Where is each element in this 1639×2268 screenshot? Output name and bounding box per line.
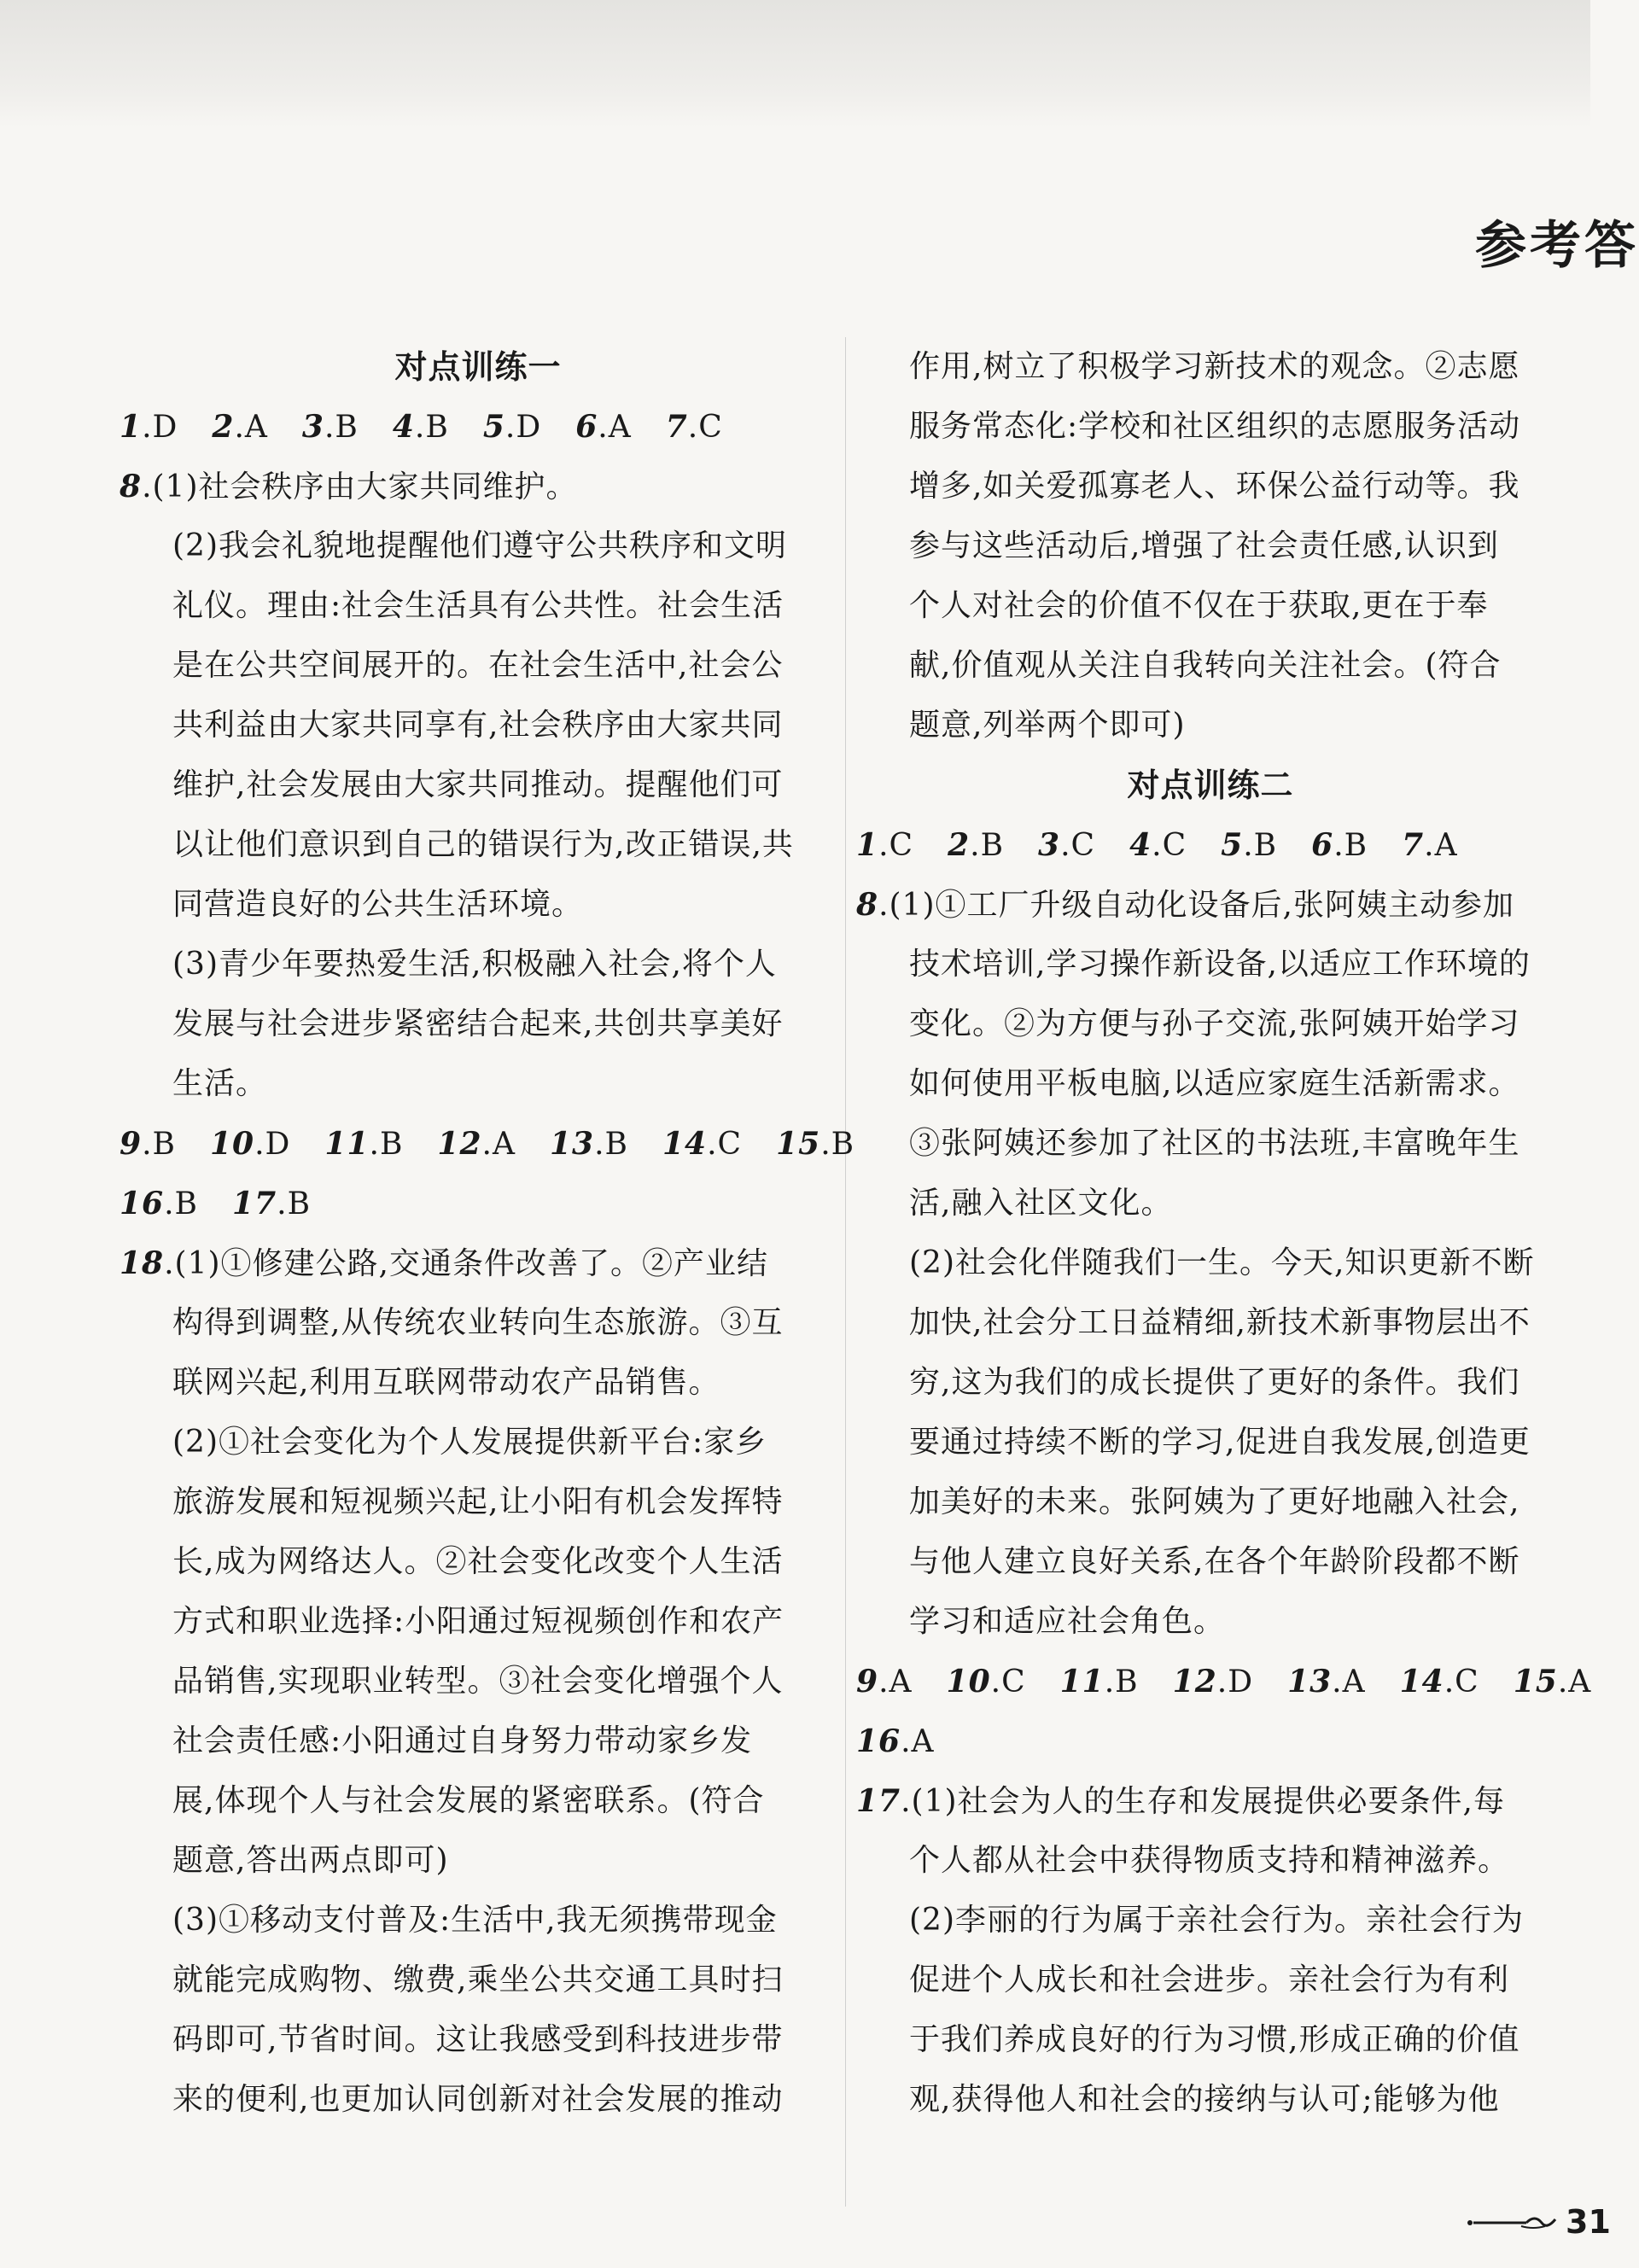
question-number: 12 [1172, 1664, 1217, 1700]
answer-letter: .B [324, 410, 359, 445]
answer-line: 维护,社会发展由大家共同推动。提醒他们可 [172, 767, 784, 802]
mc-answer [1221, 815, 1277, 875]
question-number: 5 [1221, 827, 1244, 863]
question-number: 16 [856, 1723, 901, 1759]
mc-answer [437, 1114, 516, 1174]
mc-answers-row [856, 815, 1565, 875]
answer-line: 17.(1)社会为人的生存和发展提供必要条件,每 [856, 1783, 1505, 1819]
answer-line: 礼仪。理由:社会生活具有公共性。社会生活 [172, 588, 785, 623]
question-number: 14 [662, 1126, 708, 1162]
answer-line: (3)①移动支付普及:生活中,我无须携带现金 [172, 1903, 778, 1938]
answer-line: 加美好的未来。张阿姨为了更好地融入社会, [909, 1484, 1520, 1519]
question-number: 13 [1287, 1664, 1333, 1700]
right-column [856, 337, 1592, 2130]
mc-answer [212, 397, 268, 457]
question-number: 3 [1038, 827, 1061, 863]
answer-letter: .A [878, 1665, 913, 1700]
mc-answers-row [856, 1711, 1565, 1771]
answer-line: 要通过持续不断的学习,促进自我发展,创造更 [909, 1425, 1531, 1460]
answer-line: 技术培训,学习操作新设备,以适应工作环境的 [909, 947, 1531, 982]
mc-answers-row [120, 1114, 855, 1174]
answer-line: 发展与社会进步紧密结合起来,共创共享美好 [172, 1006, 784, 1041]
answer-line: 就能完成购物、缴费,乘坐公共交通工具时扫 [172, 1962, 784, 1997]
mc-answer [120, 1114, 176, 1174]
answer-letter: .B [369, 1127, 404, 1162]
answer-line: 题意,答出两点即可) [172, 1843, 449, 1878]
question-number: 15 [776, 1126, 821, 1162]
mc-answer [662, 1114, 742, 1174]
page-footer [1467, 2201, 1611, 2243]
question-number: 10 [946, 1664, 991, 1700]
mc-answer [393, 397, 449, 457]
answer-letter: .D [1216, 1665, 1254, 1700]
answer-line: 与他人建立良好关系,在各个年龄阶段都不断 [909, 1544, 1520, 1579]
answer-line: 服务常态化:学校和社区组织的志愿服务活动 [909, 409, 1521, 444]
mc-answer [550, 1114, 628, 1174]
answer-letter: .A [1557, 1665, 1592, 1700]
answer-letter: .D [254, 1127, 291, 1162]
answer-line: 变化。②为方便与孙子交流,张阿姨开始学习 [909, 1006, 1520, 1041]
question-number: 4 [1129, 827, 1152, 863]
answer-line: 构得到调整,从传统农业转向生态旅游。③互 [172, 1305, 784, 1340]
answer-letter: .A [481, 1127, 516, 1162]
answer-line: 增多,如关爱孤寡老人、环保公益行动等。我 [909, 469, 1520, 504]
answer-line: 以让他们意识到自己的错误行为,改正错误,共 [172, 827, 794, 862]
answer-letter: .B [1243, 828, 1278, 863]
answer-letter: .B [142, 1127, 176, 1162]
question-number: 6 [1311, 827, 1334, 863]
answer-letter: .A [1332, 1665, 1366, 1700]
answer-letter: .D [505, 410, 542, 445]
mc-answer [1129, 815, 1187, 875]
answer-line: 同营造良好的公共生活环境。 [172, 887, 584, 922]
answer-line: (2)①社会变化为个人发展提供新平台:家乡 [172, 1425, 767, 1460]
answer-letter: .B [1104, 1665, 1139, 1700]
answer-line: (2)我会礼貌地提醒他们遵守公共秩序和文明 [172, 528, 787, 563]
answer-line: 8.(1)社会秩序由大家共同维护。 [120, 469, 578, 504]
answer-line: 个人对社会的价值不仅在于获取,更在于奉 [909, 588, 1489, 623]
answer-line: 社会责任感:小阳通过自身努力带动家乡发 [172, 1723, 753, 1758]
answer-letter: .B [970, 828, 1005, 863]
answer-line: 作用,树立了积极学习新技术的观念。②志愿 [909, 349, 1520, 384]
answer-letter: .C [707, 1127, 743, 1162]
mc-answer [324, 1114, 403, 1174]
question-number: 15 [1513, 1664, 1558, 1700]
question-number: 5 [482, 409, 505, 445]
footer-ornament-icon [1467, 2213, 1557, 2231]
question-number: 4 [392, 409, 415, 445]
question-number: 2 [948, 827, 971, 863]
mc-answer [232, 1174, 311, 1233]
answer-line: 生活。 [172, 1066, 268, 1101]
answer-letter: .B [594, 1127, 628, 1162]
mc-answer [1402, 815, 1458, 875]
answer-line: 加快,社会分工日益精细,新技术新事物层出不 [909, 1305, 1531, 1340]
answer-line: 联网兴起,利用互联网带动农产品销售。 [172, 1365, 720, 1400]
question-number: 2 [212, 409, 235, 445]
mc-answer [1038, 815, 1095, 875]
mc-answer [120, 397, 178, 457]
question-number: 9 [120, 1126, 143, 1162]
answer-line: 学习和适应社会角色。 [909, 1604, 1226, 1639]
mc-answer [1400, 1652, 1479, 1711]
answer-line: 观,获得他人和社会的接纳与认可;能够为他 [909, 2082, 1500, 2117]
section-heading-1: 对点训练一 [394, 348, 562, 386]
answer-line: 促进个人成长和社会进步。亲社会行为有利 [909, 1962, 1510, 1997]
column-divider [845, 337, 846, 2207]
mc-answers-row [120, 397, 837, 457]
answer-letter: .C [990, 1665, 1026, 1700]
answer-line: 展,体现个人与社会发展的紧密联系。(符合 [172, 1783, 765, 1818]
answer-letter: .B [820, 1127, 855, 1162]
answer-letter: .B [164, 1186, 199, 1221]
answer-line: 18.(1)①修建公路,交通条件改善了。②产业结 [120, 1245, 768, 1281]
answer-line: 方式和职业选择:小阳通过短视频创作和农产 [172, 1604, 785, 1639]
page-title: 参考答 [1475, 216, 1639, 276]
question-number: 10 [209, 1126, 255, 1162]
question-number: 11 [324, 1126, 370, 1162]
answer-line: 穷,这为我们的成长提供了更好的条件。我们 [909, 1365, 1520, 1400]
mc-answer [776, 1114, 854, 1174]
question-number: 14 [1399, 1664, 1444, 1700]
mc-answer [483, 397, 541, 457]
answer-letter: .C [1060, 828, 1096, 863]
answer-line: 献,价值观从关注自我转向关注社会。(符合 [909, 648, 1502, 683]
answer-line: 来的便利,也更加认同创新对社会发展的推动 [172, 2082, 784, 2117]
mc-answer [1514, 1652, 1592, 1711]
question-number: 9 [856, 1664, 879, 1700]
question-number: 17 [232, 1186, 277, 1221]
answer-letter: .A [1424, 828, 1458, 863]
mc-answer [302, 397, 359, 457]
answer-letter: .C [878, 828, 914, 863]
answer-line: (2)社会化伴随我们一生。今天,知识更新不断 [909, 1245, 1535, 1280]
answer-line: ③张阿姨还参加了社区的书法班,丰富晚年生 [909, 1126, 1520, 1161]
answer-letter: .B [414, 410, 449, 445]
page-top-band [0, 0, 1590, 128]
mc-answer [666, 397, 723, 457]
answer-line: 活,融入社区文化。 [909, 1186, 1173, 1221]
answer-line: 码即可,节省时间。这让我感受到科技进步带 [172, 2022, 784, 2057]
mc-answers-row [120, 1174, 837, 1233]
answer-line: 题意,列举两个即可) [909, 708, 1186, 743]
mc-answer [947, 1652, 1026, 1711]
page-number: 31 [1566, 2203, 1611, 2241]
answer-letter: .A [901, 1724, 935, 1759]
answer-letter: .C [1152, 828, 1187, 863]
question-number: 3 [301, 409, 324, 445]
answer-line: 共利益由大家共同享有,社会秩序由大家共同 [172, 708, 784, 743]
question-number: 11 [1059, 1664, 1105, 1700]
left-column [120, 337, 855, 2130]
answer-letter: .B [1333, 828, 1368, 863]
answer-letter: .C [1444, 1665, 1479, 1700]
question-number: 7 [1402, 827, 1425, 863]
answer-line: 参与这些活动后,增强了社会责任感,认识到 [909, 528, 1499, 563]
mc-answer [120, 1174, 198, 1233]
answer-letter: .A [234, 410, 268, 445]
mc-answer [1311, 815, 1368, 875]
question-number: 13 [549, 1126, 595, 1162]
answer-line: 如何使用平板电脑,以适应家庭生活新需求。 [909, 1066, 1520, 1101]
answer-line: 品销售,实现职业转型。③社会变化增强个人 [172, 1664, 784, 1699]
mc-answer [856, 1711, 935, 1771]
answer-letter: .C [687, 410, 723, 445]
question-number: 7 [665, 409, 688, 445]
mc-answer [1287, 1652, 1366, 1711]
question-number: 1 [856, 827, 879, 863]
mc-answer [575, 397, 632, 457]
mc-answer [948, 815, 1004, 875]
answer-line: 旅游发展和短视频兴起,让小阳有机会发挥特 [172, 1484, 784, 1519]
section-heading-2: 对点训练二 [1127, 767, 1294, 804]
answer-line: (2)李丽的行为属于亲社会行为。亲社会行为 [909, 1903, 1524, 1938]
answer-line: 个人都从社会中获得物质支持和精神滋养。 [909, 1843, 1510, 1878]
answer-letter: .D [142, 410, 178, 445]
question-number: 1 [120, 409, 143, 445]
mc-answer [1060, 1652, 1139, 1711]
mc-answer [856, 815, 913, 875]
mc-answer [1173, 1652, 1253, 1711]
mc-answer [210, 1114, 290, 1174]
answer-letter: .B [277, 1186, 312, 1221]
answer-line: 8.(1)①工厂升级自动化设备后,张阿姨主动参加 [856, 887, 1514, 923]
question-number: 6 [575, 409, 598, 445]
question-number: 12 [437, 1126, 482, 1162]
mc-answer [856, 1652, 913, 1711]
answer-line: (3)青少年要热爱生活,积极融入社会,将个人 [172, 947, 777, 982]
answer-letter: .A [598, 410, 632, 445]
answer-line: 是在公共空间展开的。在社会生活中,社会公 [172, 648, 784, 683]
question-number: 16 [120, 1186, 165, 1221]
answer-line: 于我们养成良好的行为习惯,形成正确的价值 [909, 2022, 1520, 2057]
answer-line: 长,成为网络达人。②社会变化改变个人生活 [172, 1544, 784, 1579]
mc-answers-row [856, 1652, 1592, 1711]
